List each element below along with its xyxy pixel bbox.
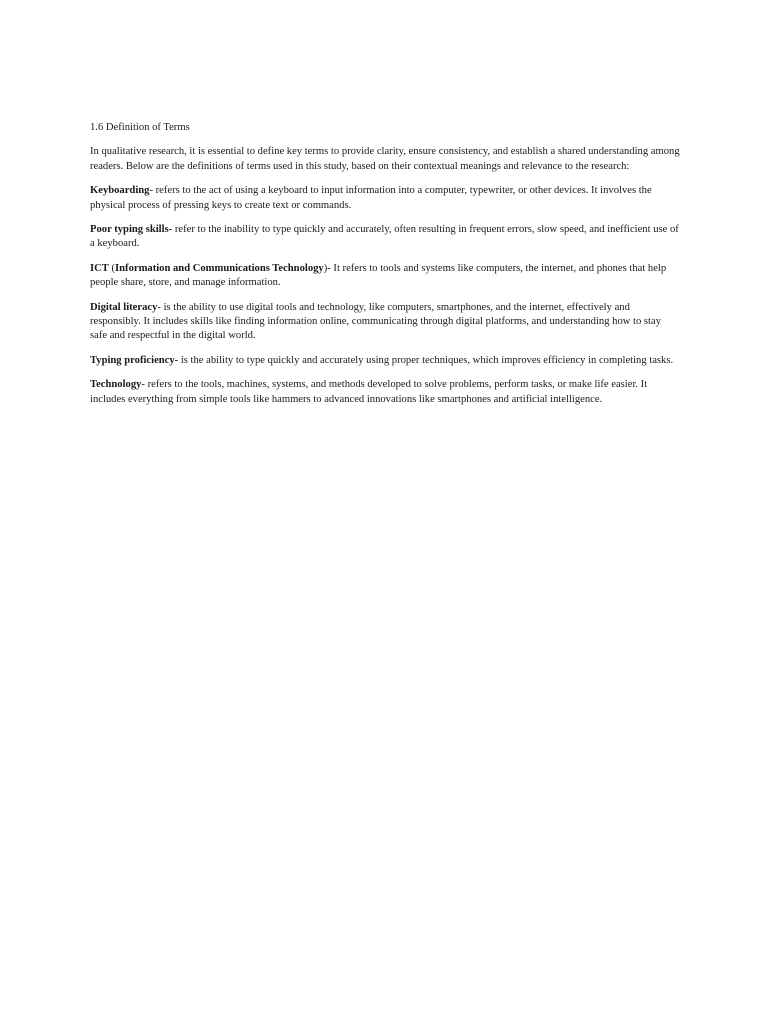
term-digital-literacy: Digital literacy (90, 301, 158, 313)
section-heading: 1.6 Definition of Terms (90, 122, 190, 133)
definition-text: refer to the inability to type quickly and accurately, often resulting in frequent errors, slow speed, and inefficient use of a keyboard. (90, 224, 679, 250)
term-typing-proficiency: Typing proficiency- (90, 354, 179, 366)
definition-text: is the ability to type quickly and accurately using proper techniques, which improves efficiency in completing tasks. (180, 354, 674, 366)
definition-digital-literacy (90, 301, 680, 344)
definition-separator: - (327, 262, 331, 274)
term-ict-expansion: Information and Communications Technology (115, 262, 324, 274)
term-poor-typing-skills: Poor typing skills- (90, 224, 173, 236)
intro-paragraph: In qualitative research, it is essential to define key terms to provide clarity, ensure consistency, and establish a shared understanding among readers. Below are the definitions of terms used in this study, based on their contextual meanings and relevance to the research: (90, 146, 680, 172)
definition-poor-typing-skills (90, 223, 680, 252)
definition-text: refers to the tools, machines, systems, and methods developed to solve problems, perform tasks, or make life easier. It includes everything from simple tools like hammers to advanced innovations like smartphones and artificial intelligence. (90, 379, 648, 405)
term-keyboarding: Keyboarding (90, 185, 150, 197)
definition-text: refers to the act of using a keyboard to input information into a computer, typewriter, or other devices. It involves the physical process of pressing keys to create text or commands. (90, 185, 652, 211)
document-page (90, 121, 680, 417)
definition-text: It refers to tools and systems like computers, the internet, and phones that help people share, store, and manage information. (90, 262, 667, 289)
definition-typing-proficiency (90, 354, 680, 368)
definition-separator: - (157, 301, 164, 313)
definition-text: is the ability to use digital tools and technology, like computers, smartphones, and the internet, effectively and responsibly. It includes skills like finding information online, communicating through digital platforms, and understanding how to stay safe and respectful in the digital world. (90, 301, 661, 342)
definition-separator: - (149, 185, 156, 197)
definition-technology (90, 378, 680, 407)
definition-ict (90, 262, 680, 291)
term-technology: Technology (90, 379, 142, 391)
definition-separator: ( (108, 262, 116, 274)
term-ict: ICT (90, 262, 109, 274)
definition-keyboarding (90, 184, 680, 213)
definition-separator: - (141, 379, 148, 391)
definition-separator: ) (323, 262, 328, 274)
